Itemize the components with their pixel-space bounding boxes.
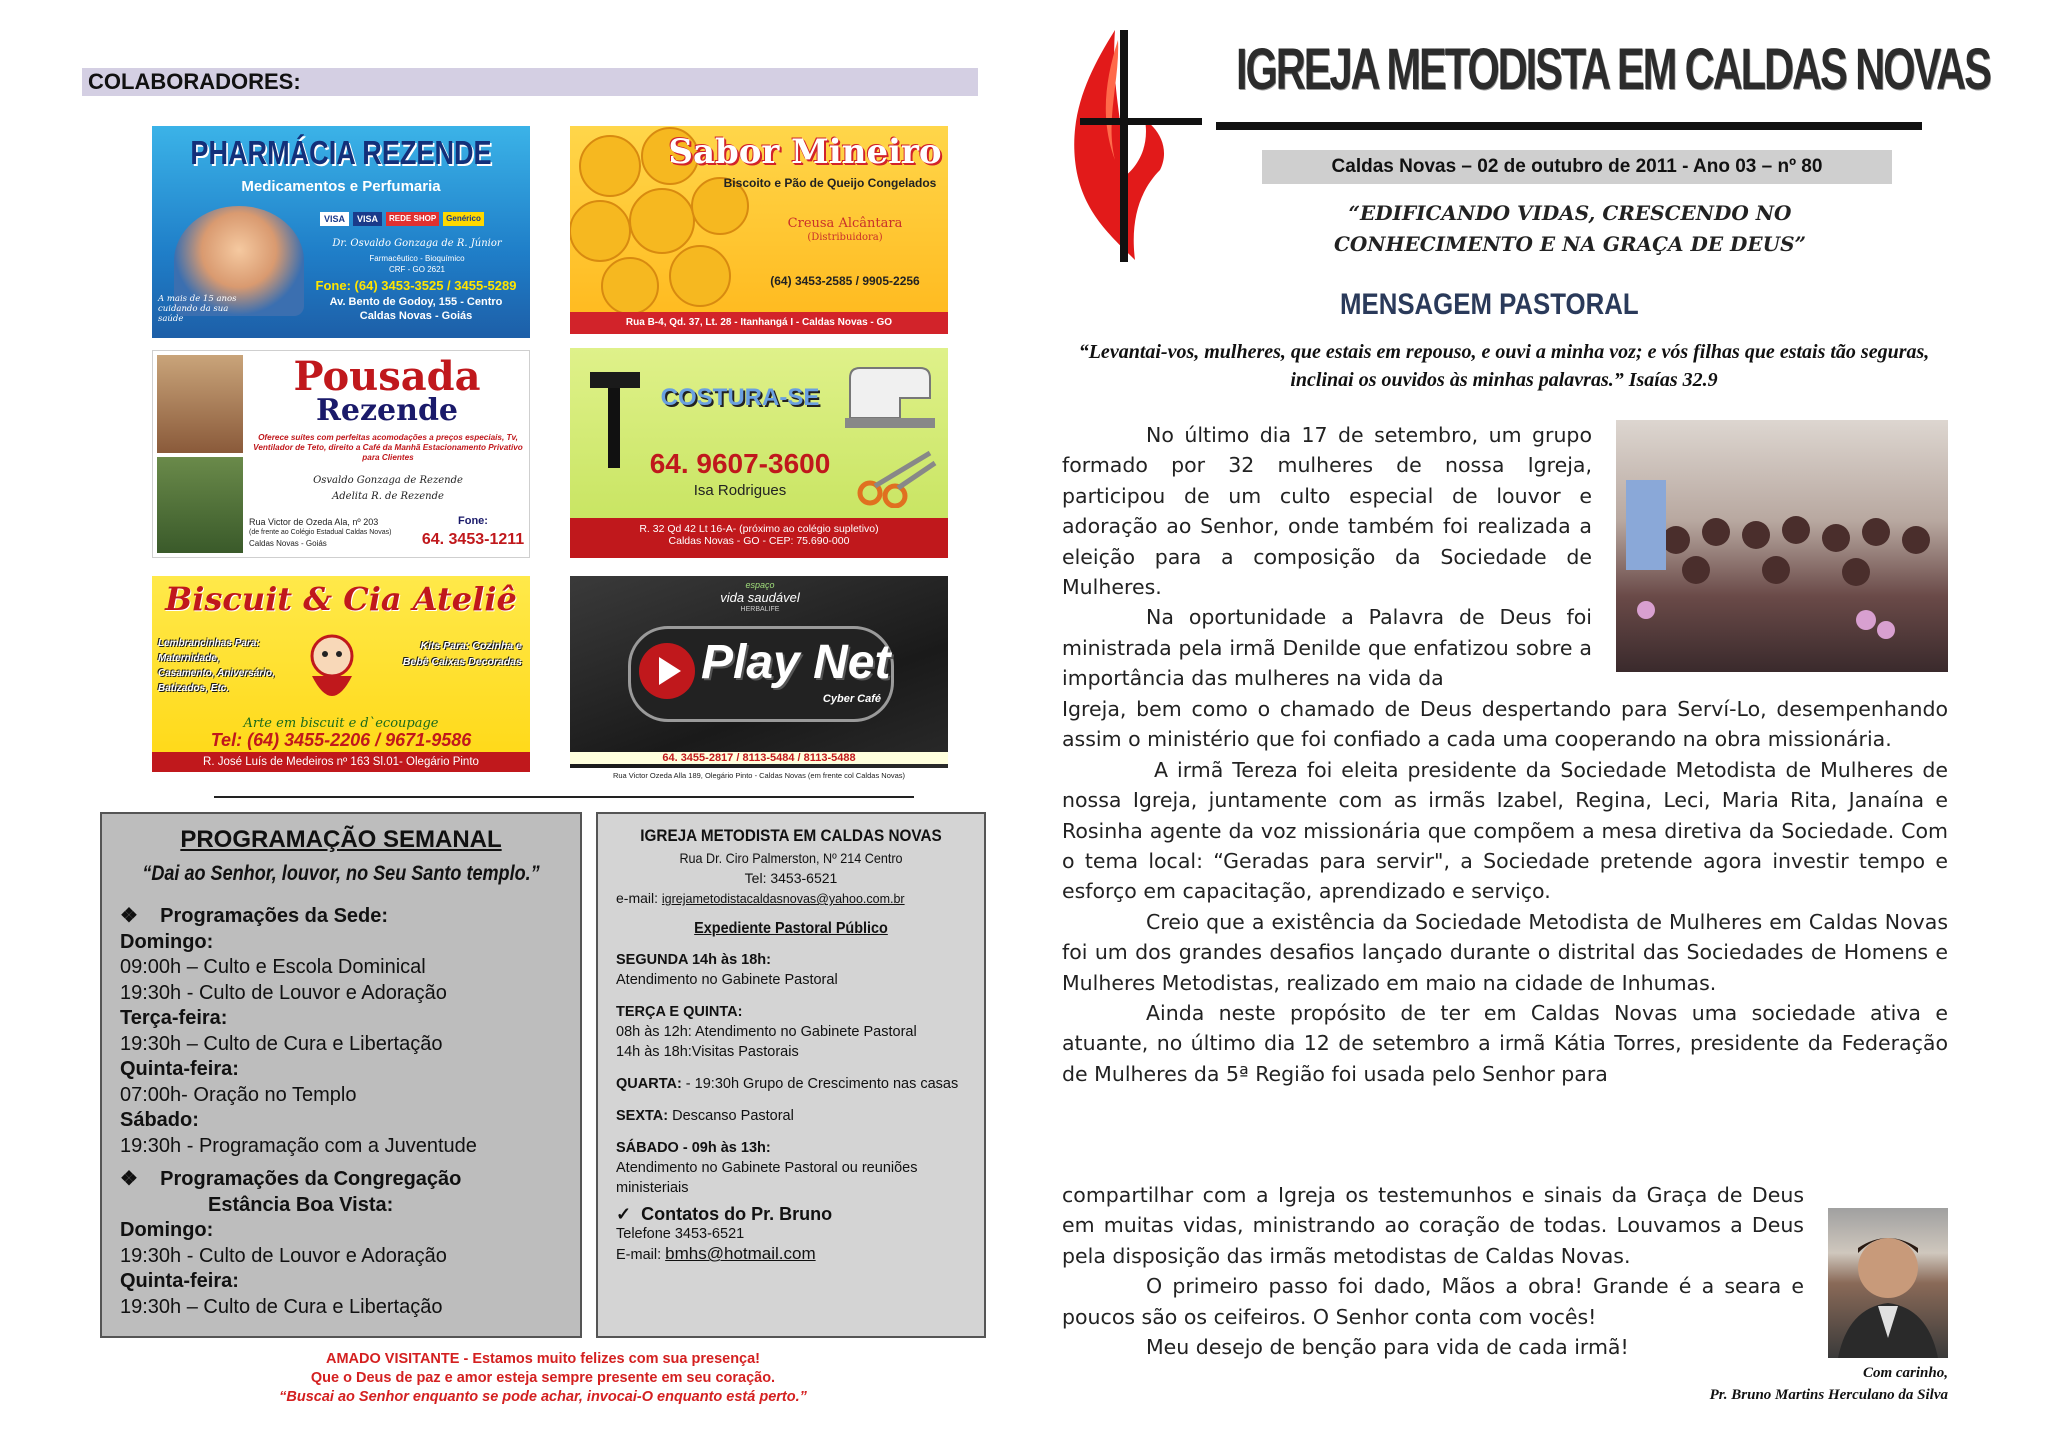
verse: “Levantai-vos, mulheres, que estais em repouso, e ouvi a minha voz; e vós filhas que estais tão seguras, inclinai os ouvidos às minhas palavras.” Isaías 32.9	[1078, 341, 1930, 391]
sede-day-2: Quinta-feira:	[120, 1058, 239, 1080]
ad-biscuit-cia	[152, 576, 530, 772]
expediente-title: Expediente Pastoral Público	[694, 920, 888, 937]
sede-item-3-0: 19:30h - Programação com a Juventude	[120, 1134, 477, 1157]
programacao-list	[120, 904, 570, 1320]
ad-costura-person: Isa Rodrigues	[693, 482, 787, 499]
congregacao-heading-2: Estância Boa Vista:	[208, 1193, 394, 1216]
visitor-line-2: Que o Deus de paz e amor esteja sempre presente em seu coração.	[310, 1370, 776, 1386]
paragraph-6: Ainda neste propósito de ter em Caldas Novas uma sociedade ativa e atuante, no último dia 12 de setembro a irmã Kátia Torres, presidente da Federação de Mulheres da 5ª Região foi usada pelo Senhor para	[1062, 1001, 1948, 1086]
doll-icon	[292, 626, 372, 716]
ad-pharmacia-phone: Fone: (64) 3453-3525 / 3455-5289	[315, 278, 517, 293]
signoff-line-2: Pr. Bruno Martins Herculano da Silva	[1709, 1387, 1948, 1403]
ad-play-address: Rua Victor Ozeda Alla 189, Olegário Pinto - Caldas Novas (em frente col Caldas Novas)	[570, 768, 948, 784]
ad-costura-address-1: R. 32 Qd 42 Lt 16-A- (próximo ao colégio supletivo)	[639, 523, 879, 535]
body-column-top	[1062, 420, 1592, 694]
pastor-email-label: E-mail:	[616, 1247, 662, 1263]
ad-play-top-small: espaço	[745, 580, 775, 590]
motto-line-1: “EDIFICANDO VIDAS, CRESCENDO NO	[1348, 201, 1792, 225]
ad-pharmacia-city: Caldas Novas - Goiás	[359, 310, 473, 322]
pastor-photo	[1828, 1208, 1948, 1358]
pastor-email-line	[616, 1244, 976, 1265]
diamond-bullet-icon: ❖	[120, 905, 138, 927]
ad-pousada-phone-label: Fone:	[458, 515, 488, 527]
contact-church-name: IGREJA METODISTA EM CALDAS NOVAS	[640, 826, 942, 845]
schedule-label-0: SEGUNDA 14h às 18h:	[616, 952, 771, 968]
ad-sabor-mineiro	[570, 126, 948, 334]
ad-costura-name: COSTURA-SE	[660, 384, 820, 411]
ad-play-sub: Cyber Café	[822, 693, 881, 705]
date-line: Caldas Novas – 02 de outubro de 2011 - Ano 03 – nº 80	[1331, 156, 1823, 177]
ad-pousada-address-note: (de frente ao Colégio Estadual Caldas Novas)	[249, 529, 392, 536]
sede-day-1: Terça-feira:	[120, 1007, 228, 1029]
sede-heading	[120, 904, 570, 930]
ad-pousada-name-1: Pousada	[293, 353, 481, 400]
divider	[214, 796, 914, 798]
ad-pharmacia-crf: CRF - GO 2621	[388, 265, 445, 274]
motto-line-2: CONHECIMENTO E NA GRAÇA DE DEUS”	[1333, 232, 1807, 256]
ad-pousada-address: Rua Victor de Ozeda Ala, nº 203	[249, 517, 379, 527]
collaborators-heading: COLABORADORES:	[88, 69, 301, 94]
contact-tel: Tel: 3453-6521	[744, 870, 838, 886]
programacao-title: PROGRAMAÇÃO SEMANAL	[180, 826, 502, 853]
pastor-email-link[interactable]: bmhs@hotmail.com	[665, 1244, 816, 1263]
ad-biscuit-left-text: Lembrancinhas Para: Maternidade, Casamento, Aniversário, Batizados, Etc.	[158, 638, 275, 694]
programacao-semanal-box	[100, 812, 582, 1338]
congregacao-heading-label: Programações da Congregação	[160, 1168, 462, 1190]
body-column-bottom	[1062, 1180, 1804, 1362]
collaborators-bar	[82, 68, 978, 96]
ad-pousada-city: Caldas Novas - Goiás	[249, 539, 327, 548]
pastor-contacts-title: Contatos do Pr. Bruno	[641, 1204, 833, 1224]
congregacao-day-1: Quinta-feira:	[120, 1270, 239, 1292]
contact-email-link[interactable]: igrejametodistacaldasnovas@yahoo.com.br	[661, 892, 905, 906]
ad-costura-phone: 64. 9607-3600	[649, 448, 831, 479]
visitor-line-3: “Buscai ao Senhor enquanto se pode achar, invocai-O enquanto está perto.”	[279, 1389, 807, 1405]
ad-biscuit-name: Biscuit & Cia Ateliê	[165, 580, 517, 618]
ad-sabor-subtitle: Biscoito e Pão de Queijo Congelados	[723, 176, 937, 190]
visitor-line-1: AMADO VISITANTE - Estamos muito felizes com sua presença!	[325, 1351, 761, 1367]
congregacao-item-0-0: 19:30h - Culto de Louvor e Adoração	[120, 1244, 447, 1267]
sede-item-1-0: 19:30h – Culto de Cura e Libertação	[120, 1032, 443, 1055]
ad-pharmacia-rezende	[152, 126, 530, 338]
paragraph-7: compartilhar com a Igreja os testemunhos e sinais da Graça de Deus em muitas vidas, ministrando ao coração de todas. Louvamos a Deus pela disposição das irmãs metodistas de Caldas Novas.	[1062, 1183, 1804, 1268]
schedule-label-1: TERÇA E QUINTA:	[616, 1004, 743, 1020]
card-brands	[320, 212, 484, 226]
signoff-line-1: Com carinho,	[1862, 1365, 1948, 1381]
diamond-bullet-icon: ❖	[120, 1168, 138, 1190]
paragraph-1: No último dia 17 de setembro, um grupo formado por 32 mulheres de nossa Igreja, participou de um culto especial de louvor e adoração ao Senhor, onde também foi realizada a eleição para a composição da Sociedade de Mulheres.	[1062, 423, 1592, 600]
sede-day-0: Domingo:	[120, 930, 214, 953]
ad-sabor-phone: (64) 3453-2585 / 9905-2256	[770, 274, 920, 288]
scissors-icon	[850, 448, 940, 508]
title-rule	[1216, 122, 1922, 130]
programacao-quote: “Dai ao Senhor, louvor, no Seu Santo templo.”	[142, 862, 540, 885]
sewing-machine-icon	[840, 358, 940, 438]
message-title: MENSAGEM PASTORAL	[1340, 288, 1639, 321]
methodist-cross-flame-logo	[1060, 20, 1210, 270]
ad-play-top-sub: HERBALIFE	[740, 606, 780, 613]
ad-pousada-phone: 64. 3453-1211	[421, 531, 525, 548]
ad-costura-address-2: Caldas Novas - GO - CEP: 75.690-000	[668, 535, 850, 547]
ad-pharmacia-subtitle: Medicamentos e Perfumaria	[241, 178, 441, 195]
ad-play-top-brand: vida saudável	[720, 590, 800, 605]
pastor-phone: Telefone 3453-6521	[616, 1226, 745, 1242]
expediente-list	[616, 950, 976, 1265]
card-brand-3: Genérico	[443, 212, 484, 226]
play-icon	[639, 643, 695, 699]
visitor-message	[100, 1350, 986, 1407]
sede-day-3: Sábado:	[120, 1109, 199, 1131]
schedule-text-1: 08h às 12h: Atendimento no Gabinete Pastoral 14h às 18h:Visitas Pastorais	[616, 1024, 917, 1060]
ad-biscuit-phone: Tel: (64) 3455-2206 / 9671-9586	[210, 730, 472, 750]
ad-pousada-owner-2: Adelita R. de Rezende	[332, 491, 444, 502]
ad-costura-se	[570, 348, 948, 558]
ad-pousada-owner-1: Osvaldo Gonzaga de Rezende	[313, 475, 463, 486]
ad-play-phone: 64. 3455-2817 / 8113-5484 / 8113-5488	[570, 752, 948, 764]
room-photo-1	[157, 355, 243, 453]
congregacao-day-0: Domingo:	[120, 1219, 214, 1241]
ad-play-name: Play Net	[701, 636, 891, 689]
ad-biscuit-slogan: Arte em biscuit e d`ecoupage	[243, 716, 439, 731]
ad-play-net	[570, 576, 948, 784]
date-bar	[1262, 150, 1892, 184]
paragraph-4: A irmã Tereza foi eleita presidente da Sociedade Metodista de Mulheres de nossa Igreja, juntamente com as irmãs Izabel, Regina, Leci, Maria Rita, Janaína e Rosinha agente da voz missionária que compõem a mesa diretiva da Sociedade. Com o tema local: “Geradas para servir", a Sociedade pretende agora investir tempo e esforço em capacitação, aprendizado e serviço.	[1062, 757, 1948, 904]
schedule-text-3: Descanso Pastoral	[668, 1108, 794, 1124]
ad-sabor-name: Sabor Mineiro	[668, 132, 942, 172]
ad-pharmacia-owner: Dr. Osvaldo Gonzaga de R. Júnior	[332, 238, 502, 249]
pastor-contacts-heading	[616, 1204, 976, 1224]
play-net-badge	[628, 626, 894, 722]
contact-email-label: e-mail:	[616, 890, 659, 906]
schedule-row-2	[616, 1074, 976, 1094]
ad-pousada-name-2: Rezende	[315, 393, 459, 428]
schedule-text-4: Atendimento no Gabinete Pastoral ou reuniões ministeriais	[616, 1160, 918, 1196]
card-brand-2: REDE SHOP	[386, 212, 439, 226]
congregacao-heading	[120, 1167, 570, 1193]
ad-pharmacia-name: PHARMÁCIA REZENDE	[190, 134, 492, 171]
signoff	[1620, 1362, 1948, 1406]
ad-pharmacia-tagline: A mais de 15 anos cuidando da sua saúde	[158, 294, 237, 324]
ad-pousada-description: Oferece suítes com perfeitas acomodações a preços especiais, Tv, Ventilador de Teto, direito a Café da Manhã Estacionamento Privativo para Clientes	[253, 433, 523, 462]
room-photo-2	[157, 457, 243, 553]
ad-sabor-seller-role: (Distribuidora)	[807, 232, 883, 243]
schedule-label-4: SÁBADO - 09h às 13h:	[616, 1140, 771, 1156]
paragraph-8: O primeiro passo foi dado, Mãos a obra! Grande é a seara e poucos são os ceifeiros. O Senhor conta com vocês!	[1062, 1274, 1804, 1329]
congregacao-item-1-0: 19:30h – Culto de Cura e Libertação	[120, 1295, 443, 1318]
paragraph-5: Creio que a existência da Sociedade Metodista de Mulheres em Caldas Novas foi um dos grandes desafios lançado durante o distrital das Sociedades de Homens e Mulheres Metodistas, realizado em maio na cidade de Inhumas.	[1062, 909, 1948, 995]
check-icon: ✓	[616, 1204, 632, 1224]
schedule-text-0: Atendimento no Gabinete Pastoral	[616, 972, 838, 988]
ad-biscuit-right-text: Kits Para: Cozinha e Bebê Caixas Decoradas	[402, 640, 522, 668]
paragraph-3: Igreja, bem como o chamado de Deus despertando para Serví-Lo, desempenhando assim o ministério que foi confiado a cada uma cooperando na obra missionária.	[1062, 697, 1948, 752]
schedule-text-2: - 19:30h Grupo de Crescimento nas casas	[681, 1076, 959, 1092]
contact-email-line	[616, 890, 976, 906]
motto	[1250, 198, 1890, 260]
sede-item-0-0: 09:00h – Culto e Escola Dominical	[120, 956, 426, 978]
church-contact-box	[596, 812, 986, 1338]
body-column-full	[1062, 694, 1948, 1089]
sede-item-2-0: 07:00h- Oração no Templo	[120, 1083, 357, 1106]
ad-sabor-seller: Creusa Alcântara	[787, 216, 903, 231]
contact-address: Rua Dr. Ciro Palmerston, Nº 214 Centro	[679, 850, 903, 866]
card-brand-0: VISA	[320, 212, 349, 226]
ad-biscuit-address: R. José Luís de Medeiros nº 163 Sl.01- Olegário Pinto	[152, 752, 530, 772]
paragraph-9: Meu desejo de benção para vida de cada irmã!	[1146, 1335, 1629, 1360]
schedule-row-3	[616, 1106, 976, 1126]
women-group-photo	[1616, 420, 1948, 672]
ad-sabor-address: Rua B-4, Qd. 37, Lt. 28 - Itanhangá I - Caldas Novas - GO	[570, 312, 948, 334]
ad-costura-footer	[570, 518, 948, 558]
sede-item-0-1: 19:30h - Culto de Louvor e Adoração	[120, 981, 447, 1004]
paragraph-2: Na oportunidade a Palavra de Deus foi ministrada pela irmã Denilde que enfatizou sobre a importância das mulheres na vida da	[1062, 605, 1592, 691]
ad-pharmacia-address: Av. Bento de Godoy, 155 - Centro	[329, 296, 503, 308]
church-title: IGREJA METODISTA EM CALDAS NOVAS	[1236, 37, 1990, 102]
schedule-label-3: SEXTA:	[616, 1108, 669, 1124]
schedule-label-2: QUARTA:	[616, 1076, 682, 1092]
sede-heading-label: Programações da Sede:	[160, 905, 389, 927]
ad-pharmacia-owner-title: Farmacêutico - Bioquímico	[369, 254, 465, 263]
card-brand-1: VISA	[353, 212, 382, 226]
ad-pousada-rezende	[152, 350, 530, 558]
